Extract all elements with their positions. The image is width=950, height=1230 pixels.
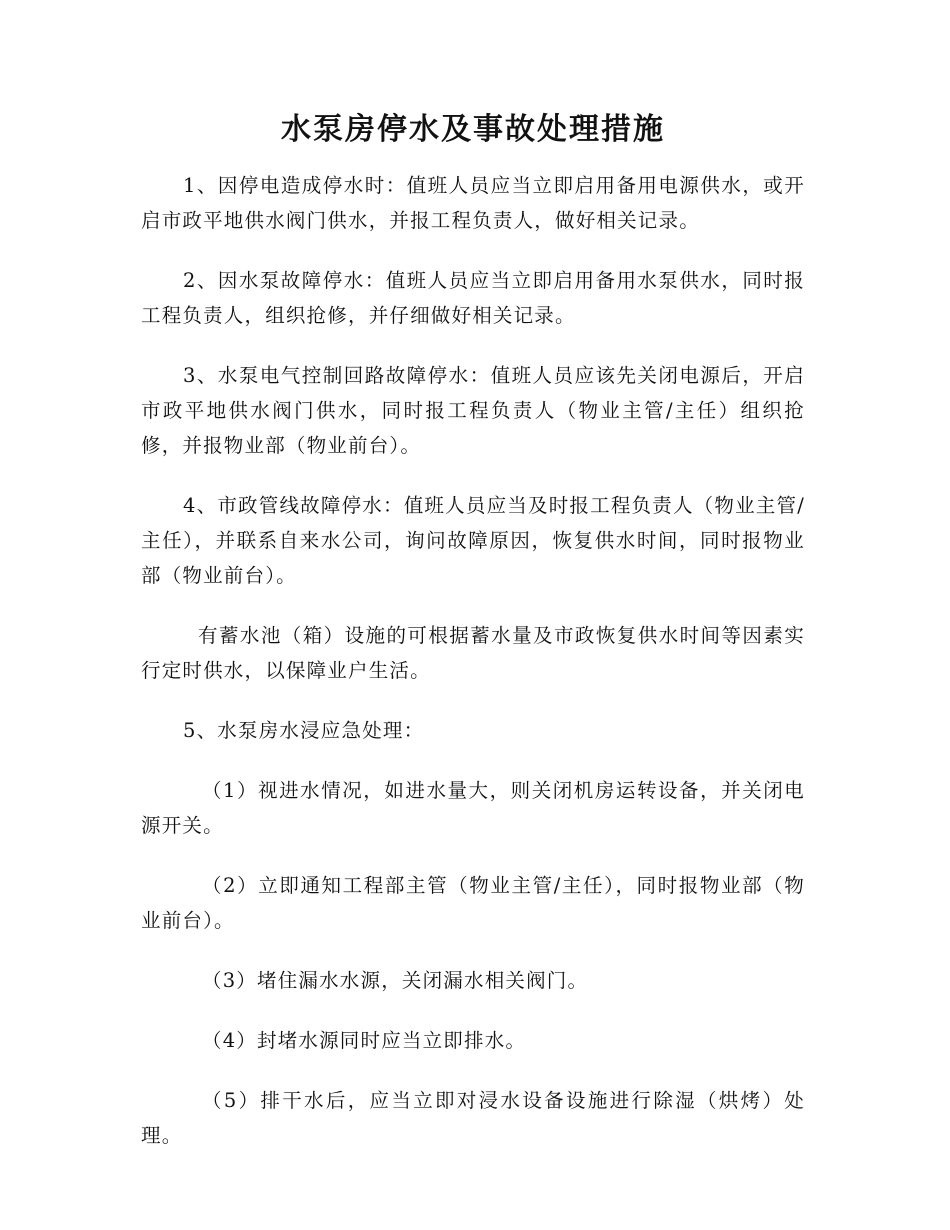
paragraph-4: 4、市政管线故障停水：值班人员应当及时报工程负责人（物业主管/主任），并联系自来水公司，询问故障原因，恢复供水时间，同时报物业部（物业前台）。 — [141, 494, 805, 587]
subitem-1: （1）视进水情况，如进水量大，则关闭机房运转设备，并关闭电源开关。 — [141, 779, 805, 837]
paragraph-1: 1、因停电造成停水时：值班人员应当立即启用备用电源供水，或开启市政平地供水阀门供水，并报工程负责人，做好相关记录。 — [141, 174, 805, 232]
subitem-3: （3）堵住漏水水源，关闭漏水相关阀门。 — [202, 969, 589, 992]
paragraph-reservoir: 有蓄水池（箱）设施的可根据蓄水量及市政恢复供水时间等因素实行定时供水，以保障业户生活。 — [141, 624, 805, 682]
subitem-2: （2）立即通知工程部主管（物业主管/主任），同时报物业部（物业前台）。 — [141, 874, 805, 932]
paragraph-5-heading: 5、水泵房水浸应急处理： — [183, 719, 425, 742]
paragraph-2: 2、因水泵故障停水：值班人员应当立即启用备用水泵供水，同时报工程负责人，组织抢修，并仔细做好相关记录。 — [141, 269, 805, 327]
paragraph-3: 3、水泵电气控制回路故障停水：值班人员应该先关闭电源后，开启市政平地供水阀门供水，同时报工程负责人（物业主管/主任）组织抢修，并报物业部（物业前台）。 — [141, 364, 805, 457]
subitem-5: （5）排干水后，应当立即对浸水设备设施进行除湿（烘烤）处理。 — [141, 1089, 805, 1147]
document-page — [141, 108, 805, 1178]
subitem-4: （4）封堵水源同时应当立即排水。 — [202, 1029, 527, 1052]
document-title: 水泵房停水及事故处理措施 — [281, 112, 665, 147]
